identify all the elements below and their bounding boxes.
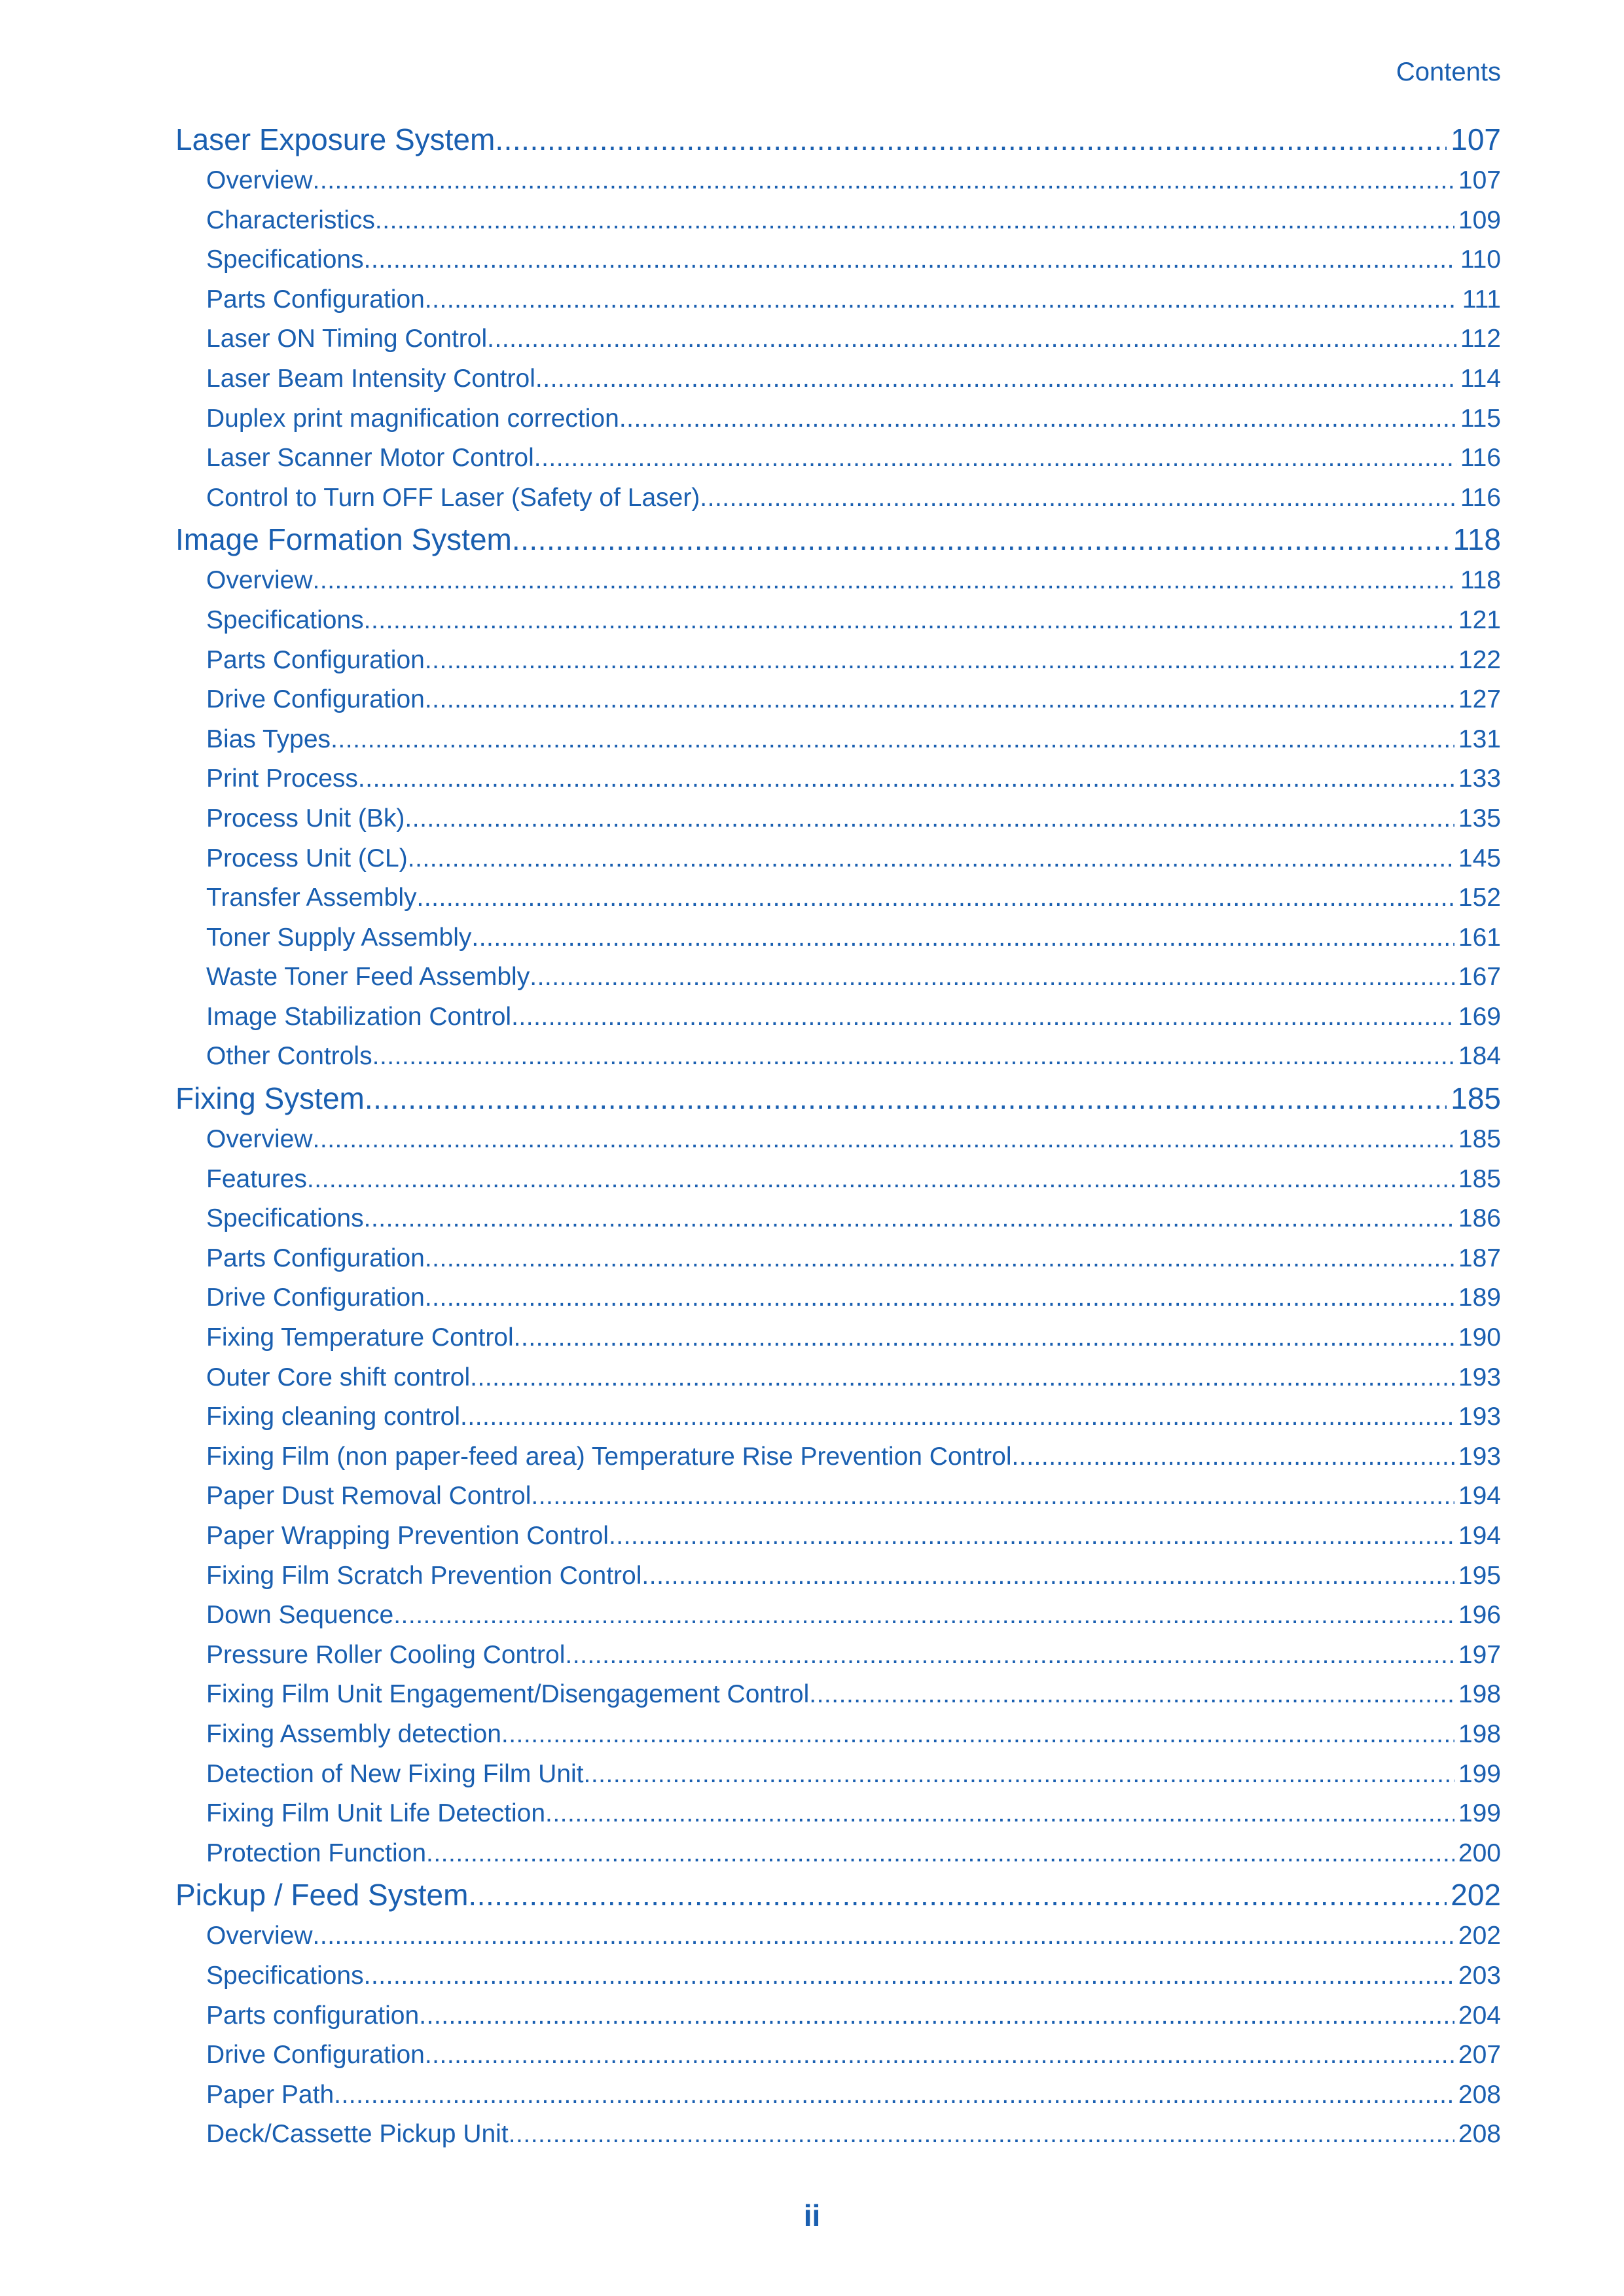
- toc-dot-leader: [460, 1397, 1454, 1437]
- toc-entry-page-number: 145: [1458, 844, 1501, 872]
- toc-dot-leader: [487, 319, 1456, 359]
- toc-entry-page-number: 208: [1458, 2080, 1501, 2109]
- toc-entry-title: Drive Configuration: [206, 685, 425, 714]
- toc-entry-page-number: 111: [1462, 285, 1501, 314]
- toc-subsection-link[interactable]: [175, 1794, 1501, 1834]
- toc-dot-leader: [307, 1160, 1454, 1200]
- toc-entry-title: Parts Configuration: [206, 1244, 425, 1272]
- toc-subsection-link[interactable]: [175, 201, 1501, 241]
- toc-subsection-link[interactable]: [175, 1437, 1501, 1477]
- toc-subsection-link[interactable]: [175, 1715, 1501, 1755]
- toc-section-link[interactable]: [175, 1077, 1501, 1120]
- toc-entry-title: Bias Types: [206, 725, 331, 753]
- toc-dot-leader: [495, 118, 1447, 161]
- toc-dot-leader: [514, 1318, 1454, 1358]
- toc-entry-page-number: 195: [1458, 1561, 1501, 1590]
- toc-dot-leader: [530, 958, 1454, 997]
- toc-entry-title: Specifications: [206, 1961, 364, 1990]
- toc-entry-title: Paper Wrapping Prevention Control: [206, 1522, 609, 1550]
- toc-subsection-link[interactable]: [175, 1596, 1501, 1636]
- toc-subsection-link[interactable]: [175, 2036, 1501, 2075]
- toc-subsection-link[interactable]: [175, 720, 1501, 760]
- toc-dot-leader: [468, 1873, 1447, 1916]
- toc-entry-page-number: 107: [1458, 166, 1501, 194]
- toc-entry-title: Specifications: [206, 605, 364, 634]
- toc-entry-page-number: 202: [1458, 1922, 1501, 1950]
- toc-subsection-link[interactable]: [175, 1037, 1501, 1077]
- toc-entry-page-number: 122: [1458, 645, 1501, 674]
- toc-entry-title: Print Process: [206, 764, 358, 793]
- toc-subsection-link[interactable]: [175, 1755, 1501, 1795]
- toc-dot-leader: [365, 1077, 1447, 1120]
- toc-subsection-link[interactable]: [175, 958, 1501, 997]
- toc-entry-page-number: 199: [1458, 1799, 1501, 1828]
- toc-dot-leader: [471, 918, 1454, 958]
- toc-subsection-link[interactable]: [175, 2115, 1501, 2155]
- toc-subsection-link[interactable]: [175, 1199, 1501, 1239]
- toc-subsection-link[interactable]: [175, 641, 1501, 681]
- toc-entry-title: Paper Dust Removal Control: [206, 1482, 532, 1511]
- toc-dot-leader: [364, 1199, 1454, 1239]
- toc-entry-title: Fixing System: [175, 1081, 365, 1116]
- toc-subsection-link[interactable]: [175, 759, 1501, 799]
- toc-dot-leader: [425, 1239, 1454, 1279]
- toc-entry-page-number: 198: [1458, 1680, 1501, 1709]
- toc-dot-leader: [375, 201, 1454, 241]
- toc-entry-title: Fixing Film Scratch Prevention Control: [206, 1561, 642, 1590]
- toc-dot-leader: [331, 720, 1454, 760]
- toc-dot-leader: [509, 2115, 1454, 2155]
- toc-entry-page-number: 121: [1458, 605, 1501, 634]
- toc-entry-page-number: 152: [1458, 884, 1501, 912]
- toc-entry-page-number: 131: [1458, 725, 1501, 753]
- toc-entry-page-number: 197: [1458, 1640, 1501, 1669]
- toc-subsection-link[interactable]: [175, 399, 1501, 439]
- toc-entry-title: Fixing Assembly detection: [206, 1719, 501, 1748]
- toc-entry-title: Outer Core shift control: [206, 1363, 471, 1391]
- toc-entry-page-number: 107: [1451, 122, 1501, 156]
- toc-dot-leader: [535, 359, 1456, 399]
- toc-dot-leader: [501, 1715, 1454, 1755]
- toc-subsection-link[interactable]: [175, 1675, 1501, 1715]
- toc-entry-page-number: 133: [1458, 764, 1501, 793]
- toc-dot-leader: [512, 518, 1449, 561]
- toc-subsection-link[interactable]: [175, 839, 1501, 879]
- toc-subsection-link[interactable]: [175, 359, 1501, 399]
- toc-entry-page-number: 186: [1458, 1204, 1501, 1233]
- toc-entry-page-number: 193: [1458, 1363, 1501, 1391]
- toc-dot-leader: [334, 2075, 1454, 2115]
- toc-entry-page-number: 198: [1458, 1719, 1501, 1748]
- toc-entry-title: Overview: [206, 1125, 313, 1154]
- toc-entry-title: Down Sequence: [206, 1601, 394, 1630]
- toc-dot-leader: [416, 878, 1454, 918]
- toc-entry-title: Control to Turn OFF Laser (Safety of Laser): [206, 483, 700, 512]
- toc-dot-leader: [313, 161, 1454, 201]
- toc-subsection-link[interactable]: [175, 1239, 1501, 1279]
- toc-entry-title: Laser ON Timing Control: [206, 325, 488, 353]
- toc-subsection-link[interactable]: [175, 799, 1501, 839]
- toc-subsection-link[interactable]: [175, 997, 1501, 1037]
- toc-entry-title: Parts Configuration: [206, 645, 425, 674]
- toc-subsection-link[interactable]: [175, 439, 1501, 478]
- toc-dot-leader: [364, 601, 1454, 641]
- toc-entry-title: Drive Configuration: [206, 1283, 425, 1312]
- toc-entry-title: Laser Beam Intensity Control: [206, 364, 535, 393]
- toc-entry-title: Process Unit (Bk): [206, 804, 405, 833]
- toc-entry-title: Specifications: [206, 1204, 364, 1233]
- toc-subsection-link[interactable]: [175, 1160, 1501, 1200]
- toc-entry-title: Paper Path: [206, 2080, 334, 2109]
- toc-entry-page-number: 202: [1451, 1878, 1501, 1912]
- toc-subsection-link[interactable]: [175, 1516, 1501, 1556]
- toc-entry-page-number: 112: [1460, 325, 1501, 353]
- toc-entry-title: Fixing Temperature Control: [206, 1323, 514, 1352]
- toc-entry-title: Laser Scanner Motor Control: [206, 444, 534, 473]
- toc-dot-leader: [372, 1037, 1454, 1077]
- toc-entry-page-number: 185: [1458, 1125, 1501, 1154]
- toc-entry-title: Protection Function: [206, 1839, 427, 1867]
- toc-entry-title: Overview: [206, 166, 313, 194]
- toc-subsection-link[interactable]: [175, 1996, 1501, 2036]
- toc-dot-leader: [534, 439, 1456, 478]
- toc-entry-page-number: 185: [1451, 1081, 1501, 1116]
- toc-dot-leader: [511, 997, 1454, 1037]
- toc-subsection-link[interactable]: [175, 1318, 1501, 1358]
- toc-entry-title: Waste Toner Feed Assembly: [206, 963, 530, 992]
- toc-subsection-link[interactable]: [175, 1278, 1501, 1318]
- toc-dot-leader: [405, 799, 1454, 839]
- toc-dot-leader: [393, 1596, 1454, 1636]
- toc-entry-title: Deck/Cassette Pickup Unit: [206, 2120, 509, 2149]
- toc-entry-page-number: 193: [1458, 1442, 1501, 1471]
- toc-dot-leader: [313, 561, 1456, 601]
- toc-entry-title: Drive Configuration: [206, 2041, 425, 2070]
- toc-entry-title: Image Stabilization Control: [206, 1002, 512, 1031]
- toc-subsection-link[interactable]: [175, 601, 1501, 641]
- toc-entry-title: Transfer Assembly: [206, 884, 417, 912]
- toc-entry-page-number: 200: [1458, 1839, 1501, 1867]
- toc-entry-title: Other Controls: [206, 1042, 372, 1071]
- toc-entry-title: Characteristics: [206, 206, 375, 234]
- toc-entry-page-number: 187: [1458, 1244, 1501, 1272]
- toc-entry-page-number: 203: [1458, 1961, 1501, 1990]
- toc-entry-title: Features: [206, 1164, 307, 1193]
- toc-dot-leader: [809, 1675, 1454, 1715]
- toc-dot-leader: [419, 1996, 1454, 2036]
- toc-dot-leader: [584, 1755, 1454, 1795]
- toc-dot-leader: [619, 399, 1456, 439]
- toc-entry-page-number: 184: [1458, 1042, 1501, 1071]
- toc-entry-page-number: 207: [1458, 2041, 1501, 2070]
- toc-subsection-link[interactable]: [175, 240, 1501, 280]
- table-of-contents: [175, 118, 1501, 2155]
- toc-entry-title: Overview: [206, 1922, 313, 1950]
- toc-subsection-link[interactable]: [175, 1956, 1501, 1996]
- toc-entry-page-number: 185: [1458, 1164, 1501, 1193]
- toc-entry-page-number: 190: [1458, 1323, 1501, 1352]
- toc-dot-leader: [425, 2036, 1454, 2075]
- toc-entry-page-number: 167: [1458, 963, 1501, 992]
- toc-entry-page-number: 116: [1460, 444, 1501, 473]
- toc-subsection-link[interactable]: [175, 2075, 1501, 2115]
- toc-entry-page-number: 194: [1458, 1482, 1501, 1511]
- toc-dot-leader: [408, 839, 1454, 879]
- toc-subsection-link[interactable]: [175, 1556, 1501, 1596]
- toc-entry-page-number: 199: [1458, 1759, 1501, 1788]
- toc-dot-leader: [426, 1834, 1454, 1874]
- toc-subsection-link[interactable]: [175, 680, 1501, 720]
- toc-subsection-link[interactable]: [175, 1120, 1501, 1160]
- toc-dot-leader: [364, 240, 1456, 280]
- toc-dot-leader: [358, 759, 1454, 799]
- toc-subsection-link[interactable]: [175, 1834, 1501, 1874]
- toc-subsection-link[interactable]: [175, 1636, 1501, 1676]
- toc-entry-page-number: 208: [1458, 2120, 1501, 2149]
- toc-subsection-link[interactable]: [175, 319, 1501, 359]
- toc-subsection-link[interactable]: [175, 1916, 1501, 1956]
- toc-entry-page-number: 110: [1460, 245, 1501, 274]
- toc-dot-leader: [565, 1636, 1454, 1676]
- toc-entry-page-number: 115: [1460, 404, 1501, 433]
- toc-entry-page-number: 193: [1458, 1403, 1501, 1431]
- toc-dot-leader: [1012, 1437, 1454, 1477]
- toc-entry-page-number: 196: [1458, 1601, 1501, 1630]
- toc-subsection-link[interactable]: [175, 1397, 1501, 1437]
- page-header-title: Contents: [1396, 58, 1501, 86]
- toc-dot-leader: [425, 280, 1458, 320]
- toc-dot-leader: [470, 1358, 1454, 1398]
- toc-entry-title: Fixing Film Unit Life Detection: [206, 1799, 546, 1828]
- toc-entry-page-number: 114: [1460, 364, 1501, 393]
- toc-entry-title: Specifications: [206, 245, 364, 274]
- toc-dot-leader: [641, 1556, 1454, 1596]
- toc-entry-title: Fixing Film (non paper-feed area) Temperature Rise Prevention Control: [206, 1442, 1012, 1471]
- page-number: ii: [803, 2198, 821, 2233]
- toc-dot-leader: [425, 641, 1454, 681]
- toc-entry-page-number: 116: [1460, 483, 1501, 512]
- toc-entry-title: Pressure Roller Cooling Control: [206, 1640, 566, 1669]
- toc-entry-title: Detection of New Fixing Film Unit: [206, 1759, 584, 1788]
- toc-entry-title: Image Formation System: [175, 522, 512, 557]
- toc-entry-page-number: 118: [1460, 566, 1501, 595]
- toc-entry-page-number: 127: [1458, 685, 1501, 714]
- toc-dot-leader: [545, 1794, 1454, 1834]
- toc-entry-page-number: 169: [1458, 1002, 1501, 1031]
- toc-subsection-link[interactable]: [175, 878, 1501, 918]
- toc-entry-page-number: 194: [1458, 1522, 1501, 1550]
- toc-dot-leader: [313, 1120, 1454, 1160]
- toc-entry-title: Parts Configuration: [206, 285, 425, 314]
- toc-entry-title: Parts configuration: [206, 2001, 420, 2030]
- toc-dot-leader: [425, 680, 1454, 720]
- toc-subsection-link[interactable]: [175, 280, 1501, 320]
- toc-entry-title: Fixing cleaning control: [206, 1403, 461, 1431]
- toc-dot-leader: [700, 478, 1456, 518]
- toc-entry-page-number: 189: [1458, 1283, 1501, 1312]
- toc-subsection-link[interactable]: [175, 918, 1501, 958]
- toc-section-link[interactable]: [175, 518, 1501, 561]
- toc-entry-title: Duplex print magnification correction: [206, 404, 619, 433]
- toc-section-link[interactable]: [175, 1873, 1501, 1916]
- toc-dot-leader: [531, 1477, 1454, 1516]
- toc-section-link[interactable]: [175, 118, 1501, 161]
- toc-dot-leader: [313, 1916, 1454, 1956]
- toc-subsection-link[interactable]: [175, 478, 1501, 518]
- toc-dot-leader: [609, 1516, 1454, 1556]
- toc-subsection-link[interactable]: [175, 561, 1501, 601]
- toc-entry-page-number: 204: [1458, 2001, 1501, 2030]
- toc-entry-page-number: 118: [1453, 522, 1501, 557]
- toc-entry-title: Fixing Film Unit Engagement/Disengagement Control: [206, 1680, 810, 1709]
- toc-entry-title: Laser Exposure System: [175, 122, 496, 156]
- toc-entry-title: Process Unit (CL): [206, 844, 408, 872]
- toc-subsection-link[interactable]: [175, 1477, 1501, 1516]
- toc-entry-title: Overview: [206, 566, 313, 595]
- toc-dot-leader: [425, 1278, 1454, 1318]
- toc-entry-page-number: 161: [1458, 923, 1501, 952]
- toc-entry-title: Toner Supply Assembly: [206, 923, 472, 952]
- toc-entry-page-number: 109: [1458, 206, 1501, 234]
- toc-entry-title: Pickup / Feed System: [175, 1878, 469, 1912]
- toc-dot-leader: [364, 1956, 1454, 1996]
- toc-subsection-link[interactable]: [175, 1358, 1501, 1398]
- toc-entry-page-number: 135: [1458, 804, 1501, 833]
- toc-subsection-link[interactable]: [175, 161, 1501, 201]
